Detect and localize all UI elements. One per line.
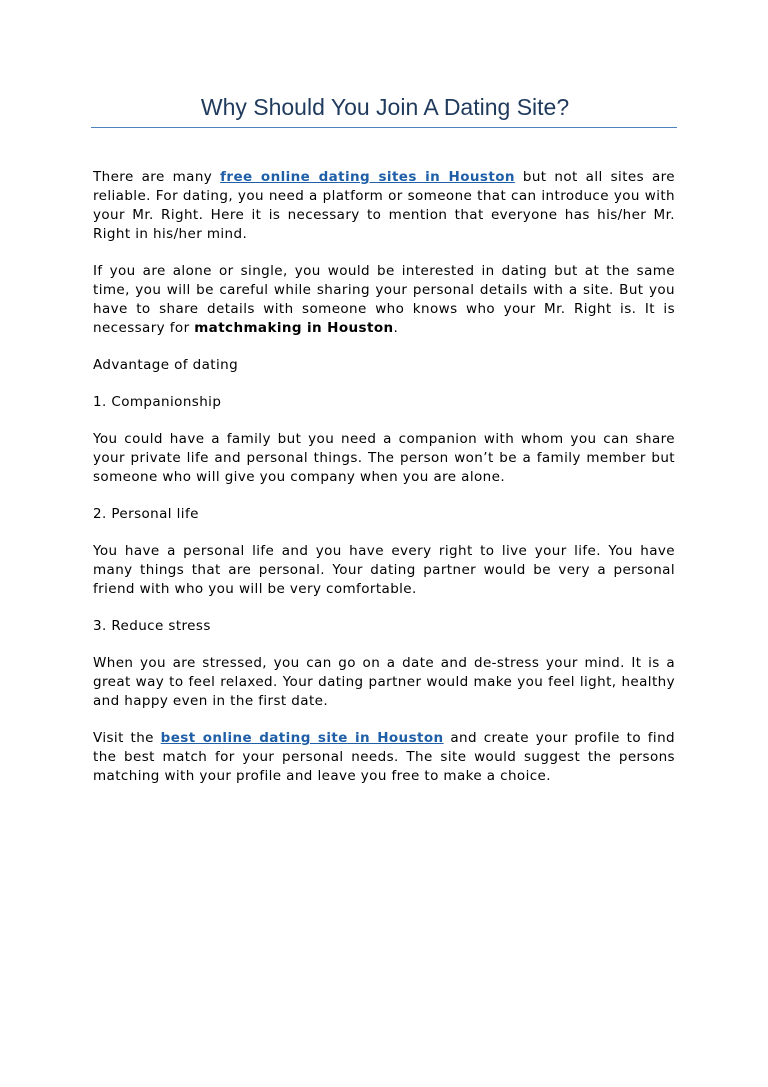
title-divider <box>91 127 677 128</box>
section-text-companionship: You could have a family but you need a companion with whom you can share your private life and personal things. The person won’t be a family member but someone who will give you company when you are alone. <box>93 431 675 485</box>
free-dating-sites-link[interactable]: free online dating sites in Houston <box>220 169 515 185</box>
section-heading-personal-life: 2. Personal life <box>93 506 199 522</box>
intro-paragraph <box>93 168 675 244</box>
best-dating-site-link[interactable]: best online dating site in Houston <box>160 730 444 746</box>
single-paragraph <box>93 262 675 338</box>
intro-text-start: There are many <box>93 169 221 185</box>
single-text-end: . <box>393 320 399 336</box>
closing-paragraph <box>93 729 675 786</box>
matchmaking-emphasis: matchmaking in Houston <box>194 320 394 336</box>
section-text-personal-life: You have a personal life and you have every right to live your life. You have many things that are personal. Your dating partner would be very a personal friend with who you will be very comfortable. <box>93 543 675 597</box>
closing-text-end: and create your profile to find the best match for your personal needs. The site would suggest the persons matching with your profile and leave you free to make a choice. <box>93 730 675 784</box>
document-body <box>93 168 675 804</box>
section-heading-companionship: 1. Companionship <box>93 394 222 410</box>
intro-text-end: but not all sites are reliable. For dating, you need a platform or someone that can introduce you with your Mr. Right. Here it is necessary to mention that everyone has his/her Mr. Right in his/her mind. <box>93 169 676 242</box>
section-heading-reduce-stress: 3. Reduce stress <box>93 618 211 634</box>
section-text-reduce-stress: When you are stressed, you can go on a date and de-stress your mind. It is a great way to feel relaxed. Your dating partner would make you feel light, healthy and happy even in the first date. <box>93 655 675 709</box>
page-title: Why Should You Join A Dating Site? <box>200 94 570 120</box>
single-text-start: If you are alone or single, you would be interested in dating but at the same time, you will be careful while sharing your personal details with a site. But you have to share details with someone who knows who your Mr. Right is. It is necessary for <box>93 263 675 336</box>
closing-text-start: Visit the <box>93 730 161 746</box>
advantage-heading: Advantage of dating <box>93 357 239 373</box>
